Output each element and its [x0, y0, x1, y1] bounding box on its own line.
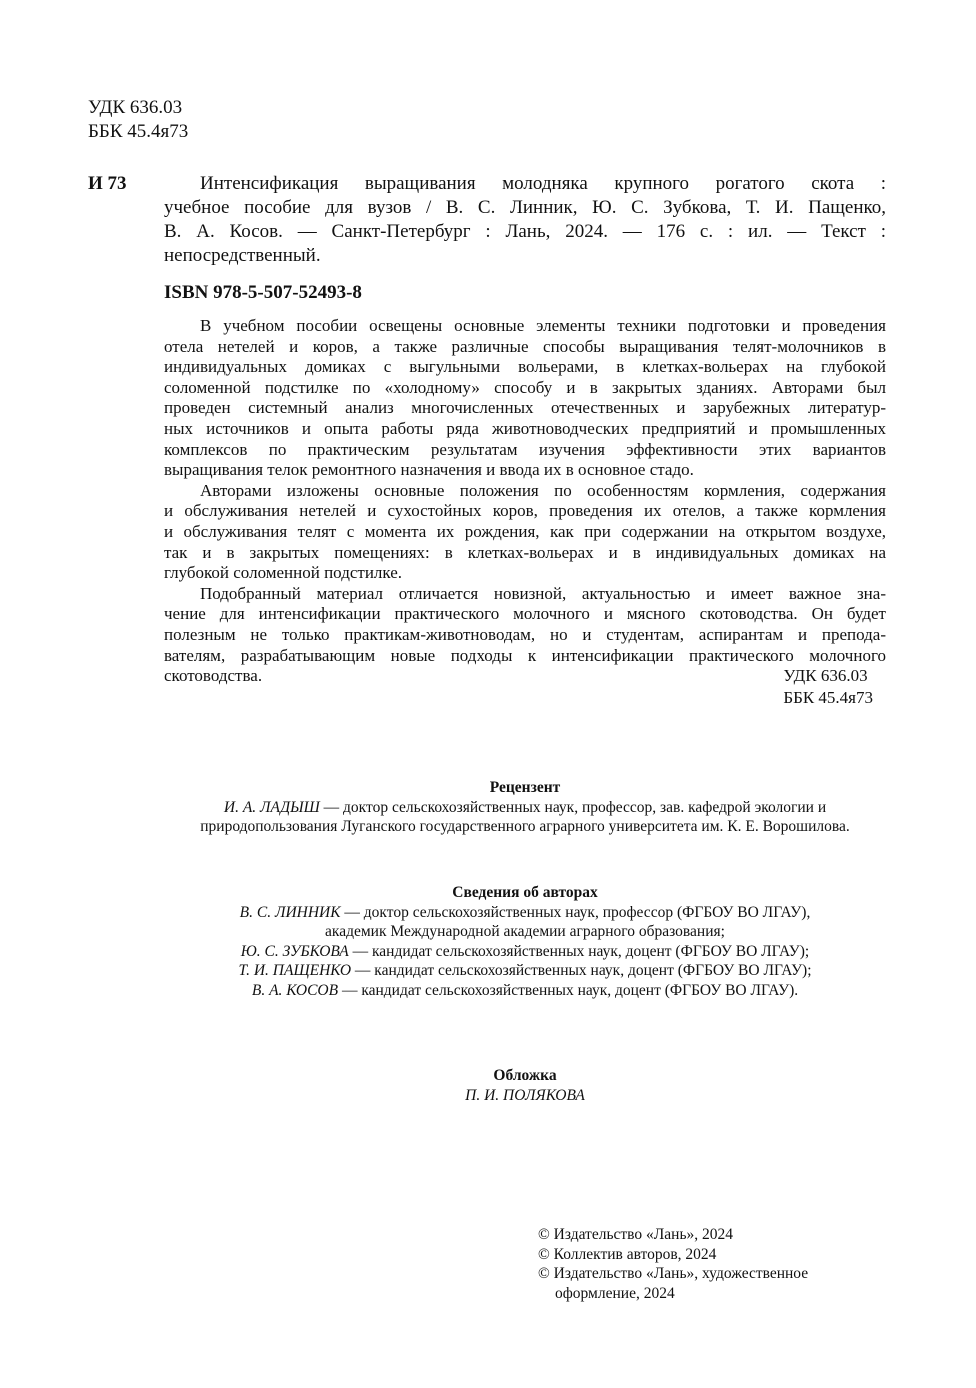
abstract-line: и обслуживания телят с момента их рождения, как при содержании на открытом воздухе,	[164, 521, 886, 541]
abstract-line: и обслуживания нетелей и сухостойных коров, проведения их отелов, а также кормления	[164, 501, 886, 521]
biblio-line: Интенсификация выращивания молодняка крупного рогатого скота :	[200, 173, 886, 194]
abstract-line: так и в закрытых помещениях: в клетках-вольерах и в индивидуальных домиках на	[164, 542, 886, 562]
author-desc: академик Международной академии аграрного образования;	[325, 923, 725, 940]
copyright-line: © Издательство «Лань», 2024	[538, 1226, 734, 1243]
biblio-line: учебное пособие для вузов / В. С. Линник, Ю. С. Зубкова, Т. И. Пащенко,	[164, 197, 886, 218]
abstract-line: отела нетелей и коров, а также различные способы выращивания телят-молочников в	[164, 336, 886, 356]
abstract-line: глубокой соломенной подстилке.	[164, 563, 403, 583]
author-desc: — кандидат сельскохозяйственных наук, доцент (ФГБОУ ВО ЛГАУ).	[338, 981, 799, 999]
abstract-line: вателям, разрабатывающим новые подходы к интенсификации практического молочного	[164, 645, 886, 665]
copyright-line: © Издательство «Лань», художественное	[538, 1265, 809, 1282]
authors-section	[150, 883, 900, 1000]
abstract-line: Авторами изложены основные положения по особенностям кормления, содержания	[200, 480, 886, 500]
bbk-code: ББК 45.4я73	[88, 121, 189, 142]
author-name: В. С. ЛИННИК	[239, 903, 341, 921]
biblio-line: непосредственный.	[164, 245, 321, 266]
classification-codes-top	[88, 96, 188, 144]
author-entry	[150, 961, 900, 981]
reviewer-line-1	[150, 798, 900, 818]
abstract	[164, 316, 886, 687]
abstract-line: ных источников и опыта работы ряда животноводческих предприятий и промышленных	[164, 418, 886, 438]
cover-artist: П. И. ПОЛЯКОВА	[465, 1086, 585, 1104]
isbn: ISBN 978-5-507-52493-8	[164, 282, 362, 303]
abstract-line: В учебном пособии освещены основные элементы техники подготовки и проведения	[200, 316, 886, 335]
author-entry	[150, 922, 900, 942]
author-desc: — кандидат сельскохозяйственных наук, доцент (ФГБОУ ВО ЛГАУ);	[351, 962, 812, 979]
author-entry	[150, 903, 900, 923]
abstract-line: соломенной подстилке по «холодному» способу и в закрытых зданиях. Авторами был	[164, 377, 886, 397]
abstract-line: полезным не только практикам-животноводам, но и студентам, аспирантам и препода-	[164, 624, 886, 644]
bbk-code: ББК 45.4я73	[783, 688, 873, 707]
abstract-line: комплексов по практическим результатам изучения эффективности этих вариантов	[164, 439, 886, 459]
abstract-line: чение для интенсификации практического молочного и мясного скотоводства. Он будет	[164, 604, 886, 624]
biblio-line: В. А. Косов. — Санкт-Петербург : Лань, 2024. — 176 с. : ил. — Текст :	[164, 221, 886, 242]
udk-code: УДК 636.03	[783, 666, 868, 685]
reviewer-line-2: природопользования Луганского государственного аграрного университета им. К. Е. Ворошилова.	[200, 818, 850, 835]
abstract-line: индивидуальных домиках с выгульными вольерами, в клетках-вольерах на глубокой	[164, 357, 886, 377]
authors-heading: Сведения об авторах	[452, 884, 598, 901]
cover-section	[150, 1066, 900, 1105]
author-entry	[150, 981, 900, 1001]
bibliographic-record	[164, 172, 886, 268]
cover-heading: Обложка	[493, 1067, 557, 1084]
author-mark: И 73	[88, 173, 127, 194]
copyright-line: © Коллектив авторов, 2024	[538, 1245, 717, 1263]
copyright-block	[538, 1225, 808, 1303]
abstract-line: Подобранный материал отличается новизной, актуальностью и имеет важное зна-	[200, 583, 886, 603]
abstract-line: скотоводства.	[164, 666, 263, 686]
reviewer-name: И. А. ЛАДЫШ	[223, 798, 320, 816]
copyright-line: оформление, 2024	[555, 1284, 675, 1302]
abstract-line: выращивания телок ремонтного назначения и ввода их в основное стадо.	[164, 460, 694, 480]
abstract-line: проведен системный анализ многочисленных отечественных и зарубежных литератур-	[164, 398, 886, 418]
author-desc: — кандидат сельскохозяйственных наук, доцент (ФГБОУ ВО ЛГАУ);	[348, 942, 810, 960]
author-name: В. А. КОСОВ	[251, 981, 339, 999]
reviewer-section	[150, 778, 900, 837]
udk-code: УДК 636.03	[88, 97, 183, 118]
classification-codes-bottom	[783, 665, 873, 709]
reviewer-heading: Рецензент	[489, 779, 561, 796]
author-name: Т. И. ПАЩЕНКО	[238, 962, 352, 979]
author-desc: — доктор сельскохозяйственных наук, профессор (ФГБОУ ВО ЛГАУ),	[340, 903, 811, 921]
author-entry	[150, 942, 900, 962]
author-name: Ю. С. ЗУБКОВА	[240, 942, 349, 960]
reviewer-desc: — доктор сельскохозяйственных наук, профессор, зав. кафедрой экологии и	[319, 798, 827, 816]
